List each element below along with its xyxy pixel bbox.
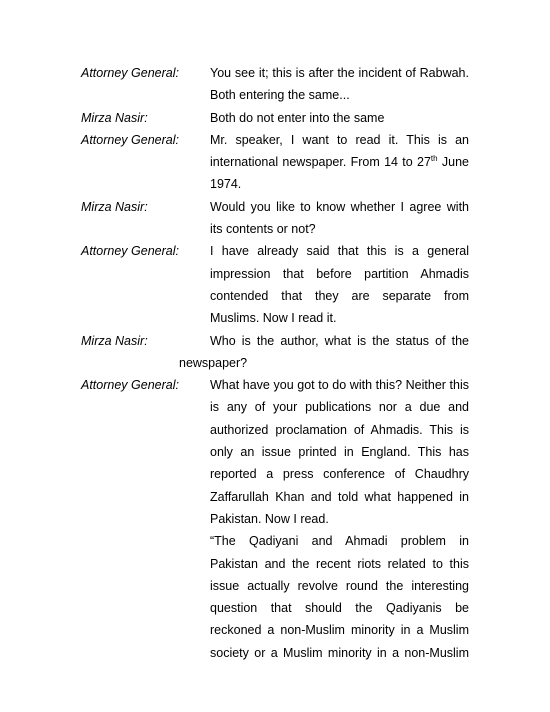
- speech-text: Both do not enter into the same: [210, 110, 385, 125]
- speech-text-part: Mr. speaker, I want to read it. This is an international newspaper. From 14 to 27: [210, 132, 469, 170]
- speaker-name: Mirza Nasir:: [81, 110, 148, 125]
- ordinal-suffix: th: [430, 154, 438, 164]
- speaker-name: Attorney General:: [81, 378, 179, 393]
- speech-text: [210, 129, 469, 196]
- speaker-name: Attorney General:: [81, 244, 179, 259]
- quote-text: “The Qadiyani and Ahmadi problem in Pakistan and the recent riots related to this issue actually revolve round the interesting question that should the Qadiyanis be reckoned a non-Muslim minority in a Muslim society or a Muslim minority in a non-Muslim: [210, 534, 469, 660]
- speech-text: Who is the author, what is the status of the: [210, 333, 469, 348]
- speech-text: I have already said that this is a general impression that before partition Ahmadis contended that they are separate from Muslims. Now I read it.: [210, 244, 469, 326]
- speaker-name: Mirza Nasir:: [81, 199, 148, 214]
- speech-text: Would you like to know whether I agree with its contents or not?: [210, 199, 469, 237]
- speech-text: You see it; this is after the incident of Rabwah. Both entering the same...: [210, 66, 469, 103]
- speaker-name: Attorney General:: [81, 66, 179, 80]
- speaker-name: Mirza Nasir:: [81, 333, 148, 348]
- speaker-name: Attorney General:: [81, 132, 179, 147]
- speech-text: What have you got to do with this? Neither this is any of your publications nor a due and authorized proclamation of Ahmadis. This is only an issue printed in England. This has reported a press conference of Chaudhry Zaffarullah Khan and told what happened in Pakistan. Now I read.: [210, 378, 469, 526]
- speech-continuation: newspaper?: [179, 355, 248, 370]
- speech-text-part: June 1974.: [210, 155, 469, 192]
